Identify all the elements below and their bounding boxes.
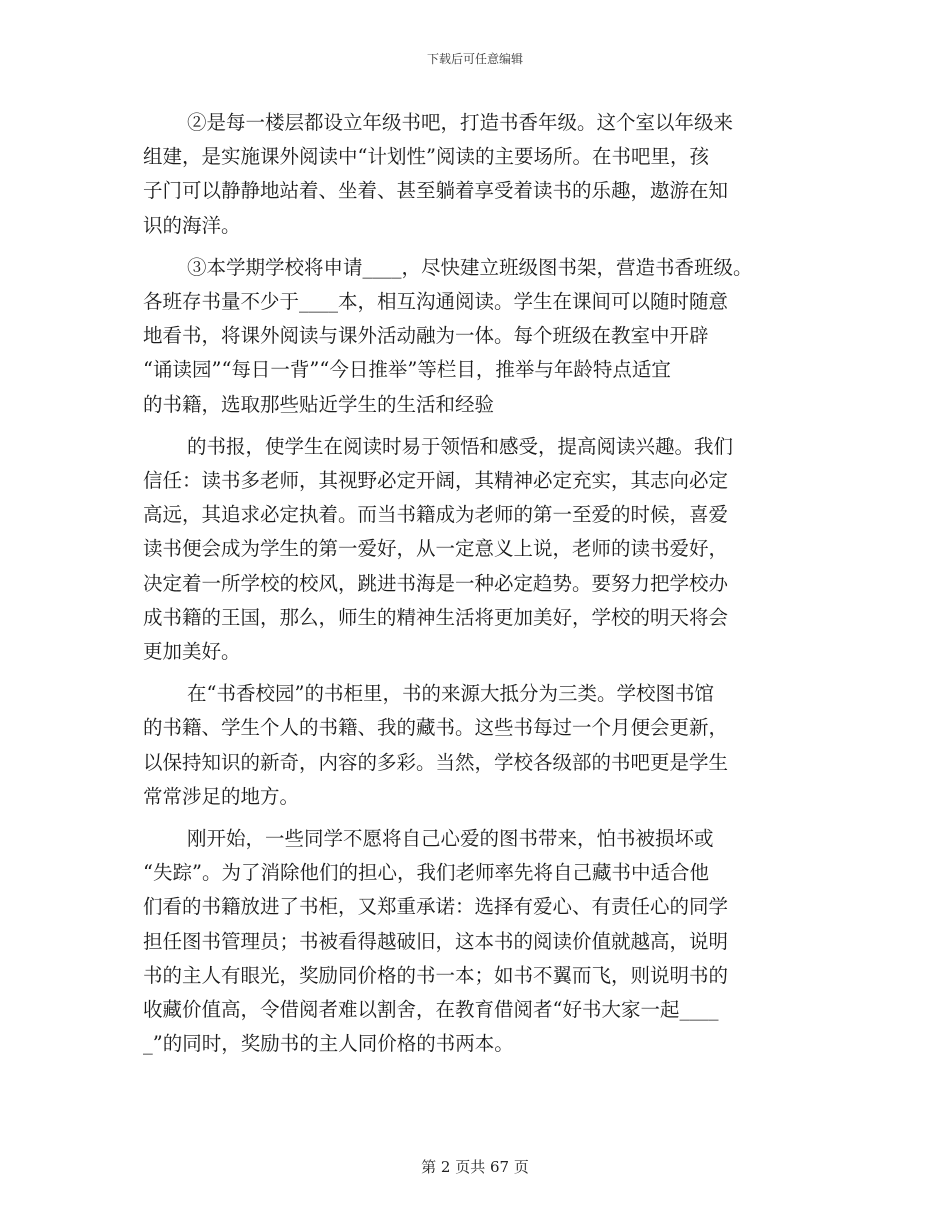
text-line: 的书报，使学生在阅读时易于领悟和感受，提高阅读兴趣。我们: [187, 434, 734, 458]
text-line: 成书籍的王国，那么，师生的精神生活将更加美好，学校的明天将会: [143, 605, 729, 629]
text-line: _”的同时，奖励书的主人同价格的书两本。: [143, 1032, 514, 1056]
paragraph-gap: [143, 814, 823, 822]
text-line: 的书籍，选取那些贴近学生的生活和经验: [143, 392, 495, 416]
page-footer: 第 2 页共 67 页: [421, 1158, 529, 1176]
text-line: 各班存书量不少于____本，相互沟通阅读。学生在课间可以随时随意: [143, 290, 729, 314]
text-line: 信任：读书多老师，其视野必定开阔，其精神必定充实，其志向必定: [143, 469, 729, 493]
text-line: 以保持知识的新奇，内容的多彩。当然，学校各级部的书吧更是学生: [143, 750, 729, 774]
text-line: 们看的书籍放进了书柜，又郑重承诺：选择有爱心、有责任心的同学: [143, 895, 729, 919]
paragraph: [143, 677, 823, 814]
text-line: 在“书香校园”的书柜里，书的来源大抵分为三类。学校图书馆: [187, 682, 714, 706]
text-line: 子门可以静静地站着、坐着、甚至躺着享受着读书的乐趣，遨游在知: [143, 179, 729, 203]
text-line: 书的主人有眼光，奖励同价格的书一本；如书不翼而飞，则说明书的: [143, 963, 729, 987]
paragraph: [143, 430, 823, 669]
text-line: 读书便会成为学生的第一爱好，从一定意义上说，老师的读书爱好，: [143, 537, 729, 561]
text-line: 组建，是实施课外阅读中“计划性”阅读的主要场所。在书吧里，孩: [143, 145, 709, 169]
text-line: 收藏价值高，令借阅者难以割舍，在教育借阅者“好书大家一起____: [143, 998, 719, 1022]
text-line: ②是每一楼层都设立年级书吧，打造书香年级。这个室以年级来: [187, 111, 734, 134]
text-line: ③本学期学校将申请____，尽快建立班级图书架，营造书香班级。: [187, 255, 753, 279]
text-line: “诵读园”“每日一背”“今日推举”等栏目，推举与年龄特点适宜: [143, 358, 671, 382]
text-line: “失踪”。为了消除他们的担心，我们老师率先将自己藏书中适合他: [143, 861, 709, 885]
text-line: 更加美好。: [143, 640, 241, 664]
paragraph-gap: [143, 243, 823, 251]
text-line: 担任图书管理员；书被看得越破旧，这本书的阅读价值就越高，说明: [143, 929, 729, 953]
page-header: 下载后可任意编辑: [426, 52, 523, 66]
text-line: 高远，其追求必定执着。而当书籍成为老师的第一至爱的时候，喜爱: [143, 503, 729, 527]
paragraph: [143, 106, 823, 243]
paragraph: [143, 822, 823, 1061]
document-body: [143, 106, 823, 1061]
text-line: 决定着一所学校的校风，跳进书海是一种必定趋势。要努力把学校办: [143, 571, 729, 595]
text-line: 的书籍、学生个人的书籍、我的藏书。这些书每过一个月便会更新，: [143, 716, 729, 740]
text-line: 识的海洋。: [143, 213, 241, 237]
paragraph: [143, 251, 823, 422]
text-line: 地看书，将课外阅读与课外活动融为一体。每个班级在教室中开辟: [143, 324, 709, 348]
text-line: 常常涉足的地方。: [143, 784, 300, 808]
text-line: 刚开始，一些同学不愿将自己心爱的图书带来，怕书被损坏或: [187, 827, 714, 851]
paragraph-gap: [143, 669, 823, 677]
paragraph-gap: [143, 422, 823, 430]
